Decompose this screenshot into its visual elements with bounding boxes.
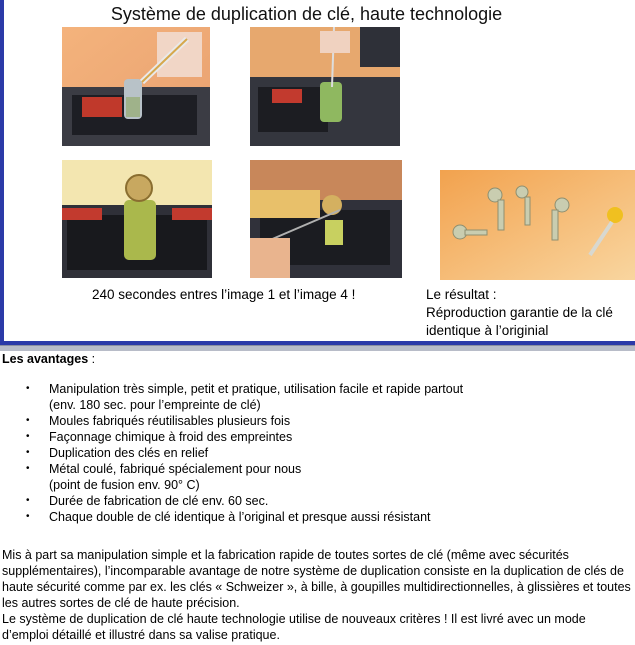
list-item <box>0 509 633 525</box>
advantages-heading <box>2 351 633 367</box>
advantage-text: Façonnage chimique à froid des empreintes <box>49 430 293 444</box>
bullet-icon: • <box>26 447 30 458</box>
advantage-text: Métal coulé, fabriqué spécialement pour nous <box>49 462 302 476</box>
bullet-icon: • <box>26 383 30 394</box>
list-item <box>0 461 633 493</box>
result-caption-line3: identique à l’originial <box>426 323 549 338</box>
advantage-subtext: (env. 180 sec. pour l’empreinte de clé) <box>49 398 261 412</box>
page-title: Système de duplication de clé, haute technologie <box>110 4 503 24</box>
bullet-icon: • <box>26 431 30 442</box>
list-item <box>0 493 633 509</box>
paragraph-1: Mis à part sa manipulation simple et la fabrication rapide de toutes sortes de clé (même avec sécurités supplémentaires), l’incomparable avantage de notre système de duplication consiste en la duplication de clés de haute sécurité comme par ex. les clés « Schweizer », à bille, à goupilles multidirectionnelles, à glissières et toutes les autres sortes de clé de haute précision. <box>2 548 631 610</box>
syringe-pouring-photo <box>62 27 210 146</box>
bullet-icon: • <box>26 463 30 474</box>
list-item <box>0 413 633 429</box>
process-caption: 240 secondes entres l’image 1 et l’image 4 ! <box>92 287 356 302</box>
advantage-text: Chaque double de clé identique à l’original et presque aussi résistant <box>49 510 431 524</box>
list-item <box>0 381 633 413</box>
key-in-mold-photo <box>62 160 212 278</box>
advantages-heading-colon: : <box>88 352 96 366</box>
mold-dipping-photo <box>250 27 400 146</box>
list-item <box>0 445 633 461</box>
result-caption-line1: Le résultat : <box>426 287 497 302</box>
advantage-subtext: (point de fusion env. 90° C) <box>49 478 200 492</box>
description-section <box>0 351 633 643</box>
list-item <box>0 429 633 445</box>
advantage-text: Duplication des clés en relief <box>49 446 209 460</box>
advantage-text: Durée de fabrication de clé env. 60 sec. <box>49 494 269 508</box>
advantages-list <box>0 381 633 525</box>
paragraph-2: Le système de duplication de clé haute technologie utilise de nouveaux critères ! Il est livré avec un mode d’emploi détaillé et illustré dans sa valise pratique. <box>2 612 586 642</box>
advantage-text: Manipulation très simple, petit et pratique, utilisation facile et rapide partout <box>49 382 464 396</box>
bullet-icon: • <box>26 495 30 506</box>
bullet-icon: • <box>26 511 30 522</box>
result-keys-photo <box>440 170 635 280</box>
bullet-icon: • <box>26 415 30 426</box>
advantage-text: Moules fabriqués réutilisables plusieurs fois <box>49 414 291 428</box>
key-extraction-photo <box>250 160 402 278</box>
result-caption-line2: Réproduction garantie de la clé <box>426 305 613 320</box>
advantages-heading-label: Les avantages <box>2 352 89 366</box>
